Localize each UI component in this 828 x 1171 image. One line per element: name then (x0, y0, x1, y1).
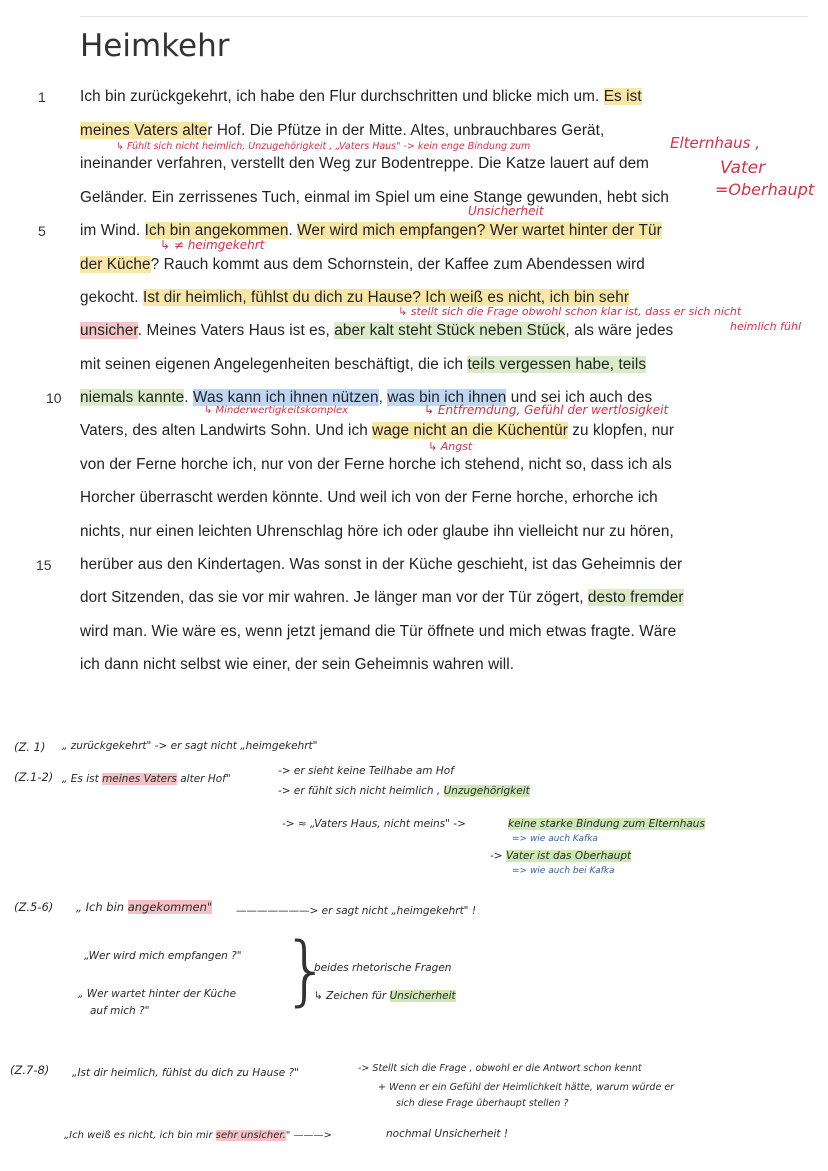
margin-note: heimlich fühl (730, 320, 802, 333)
note-ref: (Z.1-2) (14, 770, 54, 784)
note-text: keine starke Bindung zum Elternhaus (508, 818, 705, 830)
text-line (0, 86, 828, 110)
note-text: sich diese Frage überhaupt stellen ? (396, 1098, 569, 1109)
line-number: 15 (36, 557, 52, 573)
text-line (0, 587, 828, 611)
text-line (0, 487, 828, 511)
margin-note: ↳ Minderwertigkeitskomplex (204, 405, 349, 416)
note-ref: (Z.5-6) (14, 900, 54, 914)
line-text: herüber aus den Kindertagen. Was sonst in der Küche geschieht, ist das Geheimnis der (80, 556, 683, 573)
note-text: „Ist dir heimlich, fühlst du dich zu Hause ?" (72, 1067, 299, 1079)
margin-note: ↳ Entfremdung, Gefühl der wertlosigkeit (424, 403, 669, 417)
text-line (0, 420, 828, 444)
text-line (0, 621, 828, 645)
note-text: -> er fühlt sich nicht heimlich , Unzugehörigkeit (278, 785, 530, 797)
margin-note: =Oberhaupt (715, 180, 815, 199)
page-top-rule (80, 16, 808, 17)
note-ref: (Z.7-8) (10, 1063, 50, 1077)
text-line (0, 554, 828, 578)
text-line (0, 521, 828, 545)
note-text: „ Wer wartet hinter der Küche (78, 988, 237, 1000)
note-text: „ Ich bin angekommen" (76, 900, 213, 914)
text-line (0, 254, 828, 278)
note-text: „Ich weiß es nicht, ich bin mir sehr unsicher." ———> (64, 1130, 332, 1141)
note-text: auf mich ?" (90, 1005, 150, 1017)
line-number: 5 (38, 223, 46, 239)
note-text: ———————> er sagt nicht „heimgekehrt" ! (236, 905, 477, 917)
note-text: „ zurückgekehrt" -> er sagt nicht „heimgekehrt" (62, 740, 318, 752)
margin-note: ↳ Angst (428, 440, 473, 453)
line-text: ich dann nicht selbst wie einer, der sein Geheimnis wahren will. (80, 656, 515, 673)
line-text: Ich bin zurückgekehrt, ich habe den Flur durchschritten und blicke mich um. Es ist (80, 88, 642, 105)
line-text: unsicher. Meines Vaters Haus ist es, aber kalt steht Stück neben Stück, als wäre jedes (80, 322, 674, 339)
note-text: -> Vater ist das Oberhaupt (490, 850, 632, 862)
line-text: gekocht. Ist dir heimlich, fühlst du dich zu Hause? Ich weiß es nicht, ich bin sehr (80, 289, 630, 306)
line-number: 10 (46, 390, 62, 406)
text-line (0, 320, 828, 344)
line-text: wird man. Wie wäre es, wenn jetzt jemand die Tür öffnete und mich etwas fragte. Wäre (80, 623, 677, 640)
note-text: nochmal Unsicherheit ! (386, 1128, 509, 1140)
line-text: im Wind. Ich bin angekommen. Wer wird mich empfangen? Wer wartet hinter der Tür (80, 222, 662, 239)
line-text: dort Sitzenden, das sie vor mir wahren. Je länger man vor der Tür zögert, desto fremder (80, 589, 684, 606)
note-text: => wie auch bei Kafka (512, 866, 615, 876)
line-text: meines Vaters alter Hof. Die Pfütze in der Mitte. Altes, unbrauchbares Gerät, (80, 122, 605, 139)
line-text: der Küche? Rauch kommt aus dem Schornstein, der Kaffee zum Abendessen wird (80, 256, 645, 273)
note-text: „Wer wird mich empfangen ?" (84, 950, 242, 962)
text-line (0, 654, 828, 678)
text-line (0, 354, 828, 378)
margin-note: Vater (720, 158, 766, 178)
text-line (0, 187, 828, 211)
note-text: -> Stellt sich die Frage , obwohl er die Antwort schon kennt (358, 1063, 642, 1074)
note-text: -> ≈ „Vaters Haus, nicht meins" -> (282, 818, 466, 830)
line-text: mit seinen eigenen Angelegenheiten beschäftigt, die ich teils vergessen habe, teils (80, 356, 647, 373)
line-text: ineinander verfahren, verstellt den Weg zur Bodentreppe. Die Katze lauert auf dem (80, 155, 650, 172)
note-text: ↳ Zeichen für Unsicherheit (314, 990, 456, 1002)
margin-note: Elternhaus , (670, 134, 760, 152)
text-line (0, 220, 828, 244)
line-number: 1 (38, 89, 46, 105)
note-text: + Wenn er ein Gefühl der Heimlichkeit hätte, warum würde er (378, 1082, 675, 1093)
text-line (0, 387, 828, 411)
line-text: nichts, nur einen leichten Uhrenschlag höre ich oder glaube ihn vielleicht nur zu hören, (80, 523, 674, 540)
note-text: beides rhetorische Fragen (314, 962, 452, 974)
margin-note: ↳ ≠ heimgekehrt (160, 238, 265, 252)
margin-note: ↳ stellt sich die Frage obwohl schon klar ist, dass er sich nicht (398, 305, 742, 318)
line-text: Vaters, des alten Landwirts Sohn. Und ich wage nicht an die Küchentür zu klopfen, nur (80, 422, 675, 439)
margin-note: Unsicherheit (468, 204, 544, 218)
note-ref: (Z. 1) (14, 740, 46, 754)
line-text: niemals kannte. Was kann ich ihnen nützen, was bin ich ihnen und sei ich auch des (80, 389, 653, 406)
line-text: von der Ferne horche ich, nur von der Ferne horche ich stehend, nicht so, dass ich als (80, 456, 672, 473)
document-title: Heimkehr (80, 28, 230, 64)
note-text: „ Es ist meines Vaters alter Hof" (62, 773, 231, 785)
text-line (0, 454, 828, 478)
brace: } (282, 925, 331, 1014)
note-text: -> er sieht keine Teilhabe am Hof (278, 765, 454, 777)
line-text: Geländer. Ein zerrissenes Tuch, einmal im Spiel um eine Stange gewunden, hebt sich (80, 189, 669, 206)
note-text: => wie auch Kafka (512, 834, 598, 844)
line-text: Horcher überrascht werden könnte. Und weil ich von der Ferne horche, erhorche ich (80, 489, 658, 506)
text-line (0, 153, 828, 177)
margin-note: ↳ Fühlt sich nicht heimlich, Unzugehörigkeit , „Vaters Haus" -> kein enge Bindung zum (116, 141, 531, 152)
